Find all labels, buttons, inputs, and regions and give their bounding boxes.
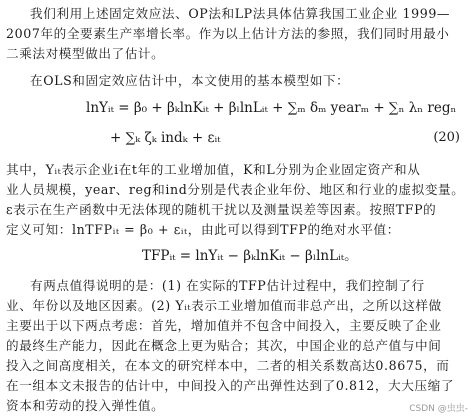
csdn-watermark: CSDN @虫虫- xyxy=(409,404,468,414)
para4-line-7: 资本和劳动的投入弹性值。 xyxy=(6,398,165,413)
equation-tfp: TFPᵢₜ = lnYᵢₜ − βₖlnKᵢₜ − βₗlnLᵢₜ。 xyxy=(142,248,358,264)
para1-line-2: 2007年的全要素生产率增长率。作为以上估计方法的参照，我们同时用最小 xyxy=(6,26,450,41)
para3-line-2: 业人员规模，year、reg和ind分别是代表企业年份、地区和行业的虚拟变量。 xyxy=(6,182,465,197)
para3-line-3: ε表示在生产函数中无法体现的随机干扰以及测量误差等因素。按照TFP的 xyxy=(6,202,437,217)
equation-20-line-1: lnYᵢₜ = β₀ + βₖlnKᵢₜ + βₗlnLᵢₜ + ∑ₘ δₘ yearₘ + ∑ₙ λₙ regₙ xyxy=(86,100,457,116)
equation-20-number: (20) xyxy=(433,130,460,145)
para3-line-4: 定义可知：lnTFPᵢₜ = β₀ + εᵢₜ，由此可以得到TFP的绝对水平值： xyxy=(6,222,400,237)
para4-line-3: 主要出于以下两点考虑：首先，增加值并不包含中间投入，主要反映了企业 xyxy=(6,318,442,333)
para4-line-2: 业、年份以及地区因素。(2) Yᵢₜ表示工业增加值而非总产出，之所以这样做 xyxy=(6,298,442,313)
para2-line: 在OLS和固定效应估计中，本文使用的基本模型如下： xyxy=(30,73,350,88)
para1-line-1: 我们利用上述固定效应法、OP法和LP法具体估算我国工业企业 1999— xyxy=(30,6,451,21)
para4-line-5: 投入之间高度相关，在本文的研究样本中，二者的相关系数高达0.8675，而 xyxy=(6,358,450,373)
para4-line-1: 有两点值得说明的是：(1) 在实际的TFP估计过程中，我们控制了行 xyxy=(30,278,425,293)
equation-20-line-2: + ∑ₖ ζₖ indₖ + εᵢₜ xyxy=(110,130,221,146)
para1-line-3: 二乘法对模型做出了估计。 xyxy=(6,46,165,61)
para3-line-1: 其中，Yᵢₜ表示企业i在t年的工业增加值，K和L分别为企业固定资产和从 xyxy=(6,162,421,177)
para4-line-4: 的最终生产能力，因此在概念上更为贴合；其次，中国企业的总产值与中间 xyxy=(6,338,442,353)
para4-line-6: 在一组本文未报告的估计中，中间投入的产出弹性达到了0.812，大大压缩了 xyxy=(6,378,455,393)
